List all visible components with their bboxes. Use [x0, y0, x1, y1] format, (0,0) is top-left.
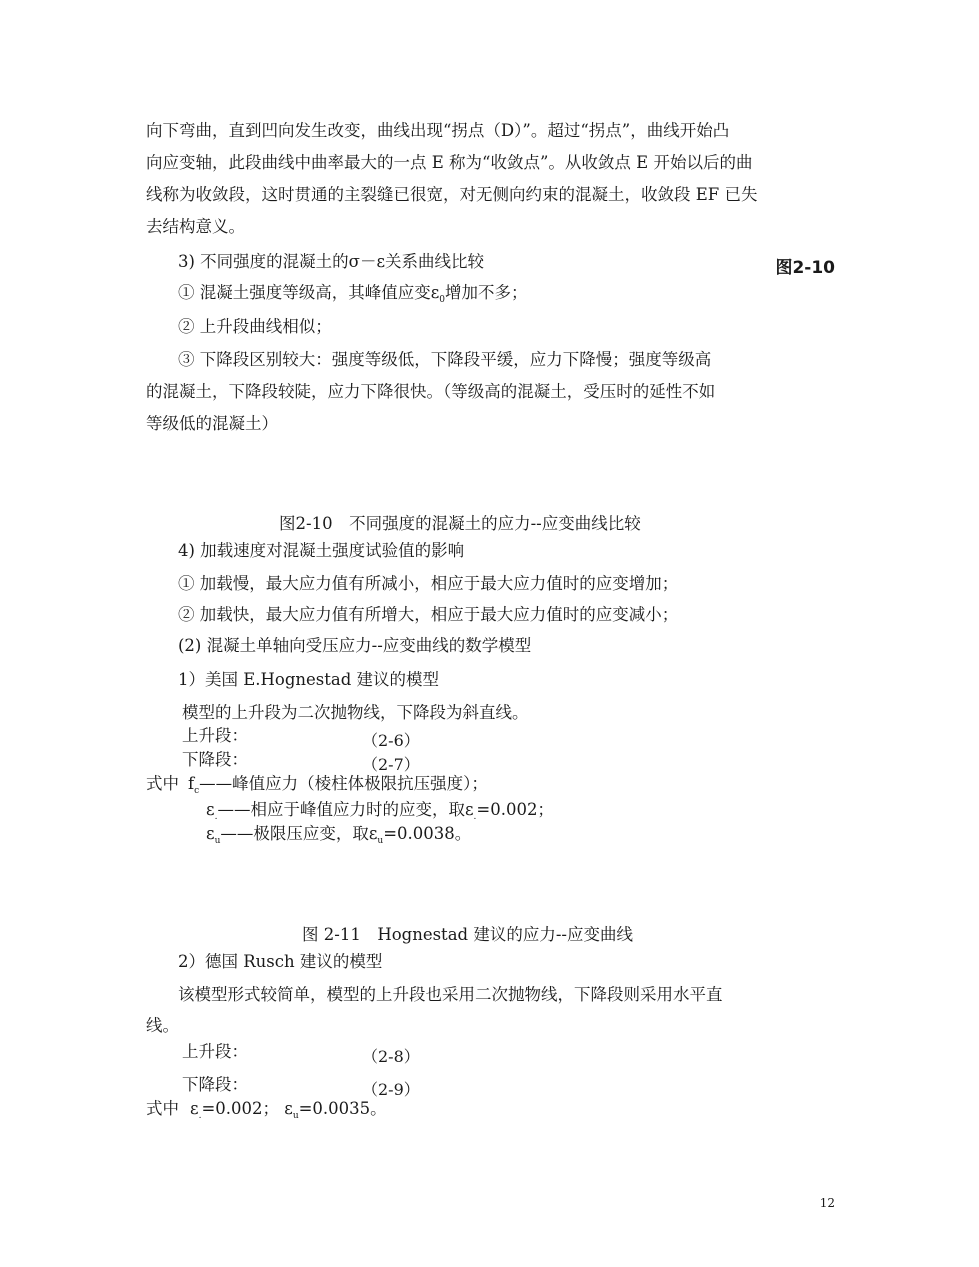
where-label: 式中: [146, 1099, 179, 1118]
value: =0.0035。: [298, 1099, 387, 1118]
where-label: 式中: [146, 774, 179, 793]
equation-label: 上升段：: [182, 1042, 248, 1061]
figure-reference: 图2-10: [775, 258, 835, 278]
section-title: 4) 加载速度对混凝土强度试验值的影响: [178, 541, 465, 560]
subscript: .: [473, 812, 477, 822]
text-line: 的混凝土，下降段较陡，应力下降很快。（等级高的混凝土，受压时的延性不如: [146, 382, 716, 401]
subscript: u: [377, 836, 384, 846]
text-line: 向应变轴，此段曲线中曲率最大的一点 E 称为“收敛点”。从收敛点 E 开始以后的曲: [146, 153, 753, 172]
definition-text: ——峰值应力（棱柱体极限抗压强度）；: [199, 774, 488, 793]
subscript: 0: [439, 295, 446, 305]
equation-label: 下降段：: [182, 1075, 248, 1094]
value: =0.0038。: [383, 824, 472, 843]
list-item-text: 增加不多；: [445, 283, 528, 302]
list-item-text: ① 混凝土强度等级高，其峰值应变ε: [178, 283, 440, 302]
text-line: 等级低的混凝土）: [146, 414, 278, 433]
symbol: ε: [206, 824, 215, 843]
definition-text: ——极限压应变，取ε: [220, 824, 378, 843]
text-line: 向下弯曲，直到凹向发生改变，曲线出现“拐点（D）”。超过“拐点”，曲线开始凸: [146, 121, 730, 140]
subscript: u: [292, 1111, 299, 1121]
equation-number: （2-6）: [362, 731, 420, 750]
section-title: 3) 不同强度的混凝土的σ－ε关系曲线比较: [178, 252, 484, 271]
value: =0.002；: [476, 800, 554, 819]
text-line: 去结构意义。: [146, 217, 245, 236]
list-item: ③ 下降段区别较大：强度等级低，下降段平缓，应力下降慢；强度等级高: [178, 350, 712, 369]
subscript: c: [194, 786, 200, 796]
list-item: ② 上升段曲线相似；: [178, 317, 332, 336]
definition-text: ——相应于峰值应力时的应变，取ε: [217, 800, 474, 819]
subscript: u: [214, 836, 221, 846]
equation-number: （2-7）: [362, 755, 420, 774]
symbol-definition: [206, 826, 471, 846]
text-line: 模型的上升段为二次抛物线，下降段为斜直线。: [182, 703, 529, 722]
model-title: 1）美国 E.Hognestad 建议的模型: [178, 670, 440, 689]
symbol: ε: [206, 800, 215, 819]
equation-label: 下降段：: [182, 750, 248, 769]
figure-caption: 图 2-11 Hognestad 建议的应力--应变曲线: [302, 925, 633, 944]
subscript: .: [214, 812, 218, 822]
symbol-definition: [206, 802, 554, 822]
text-line: 线。: [146, 1016, 179, 1035]
equation-label: 上升段：: [182, 726, 248, 745]
symbol: f: [188, 774, 195, 793]
symbol-values: [190, 1101, 387, 1121]
figure-caption: 图2-10 不同强度的混凝土的应力--应变曲线比较: [279, 514, 641, 533]
model-title: 2）德国 Rusch 建议的模型: [178, 952, 383, 971]
symbol: ε: [190, 1099, 199, 1118]
list-item: ① 加载慢，最大应力值有所减小，相应于最大应力值时的应变增加；: [178, 574, 679, 593]
subscript: .: [198, 1111, 202, 1121]
page-number: 12: [819, 1196, 835, 1210]
equation-number: （2-9）: [362, 1080, 420, 1099]
symbol: ε: [284, 1099, 293, 1118]
section-title: (2) 混凝土单轴向受压应力--应变曲线的数学模型: [178, 636, 532, 655]
text-line: 该模型形式较简单，模型的上升段也采用二次抛物线，下降段则采用水平直: [178, 985, 723, 1004]
value: =0.002；: [201, 1099, 279, 1118]
symbol-definition: [188, 776, 488, 796]
list-item: [178, 285, 528, 305]
equation-number: （2-8）: [362, 1047, 420, 1066]
text-line: 线称为收敛段，这时贯通的主裂缝已很宽，对无侧向约束的混凝土，收敛段 EF 已失: [146, 185, 758, 204]
list-item: ② 加载快，最大应力值有所增大，相应于最大应力值时的应变减小；: [178, 605, 679, 624]
